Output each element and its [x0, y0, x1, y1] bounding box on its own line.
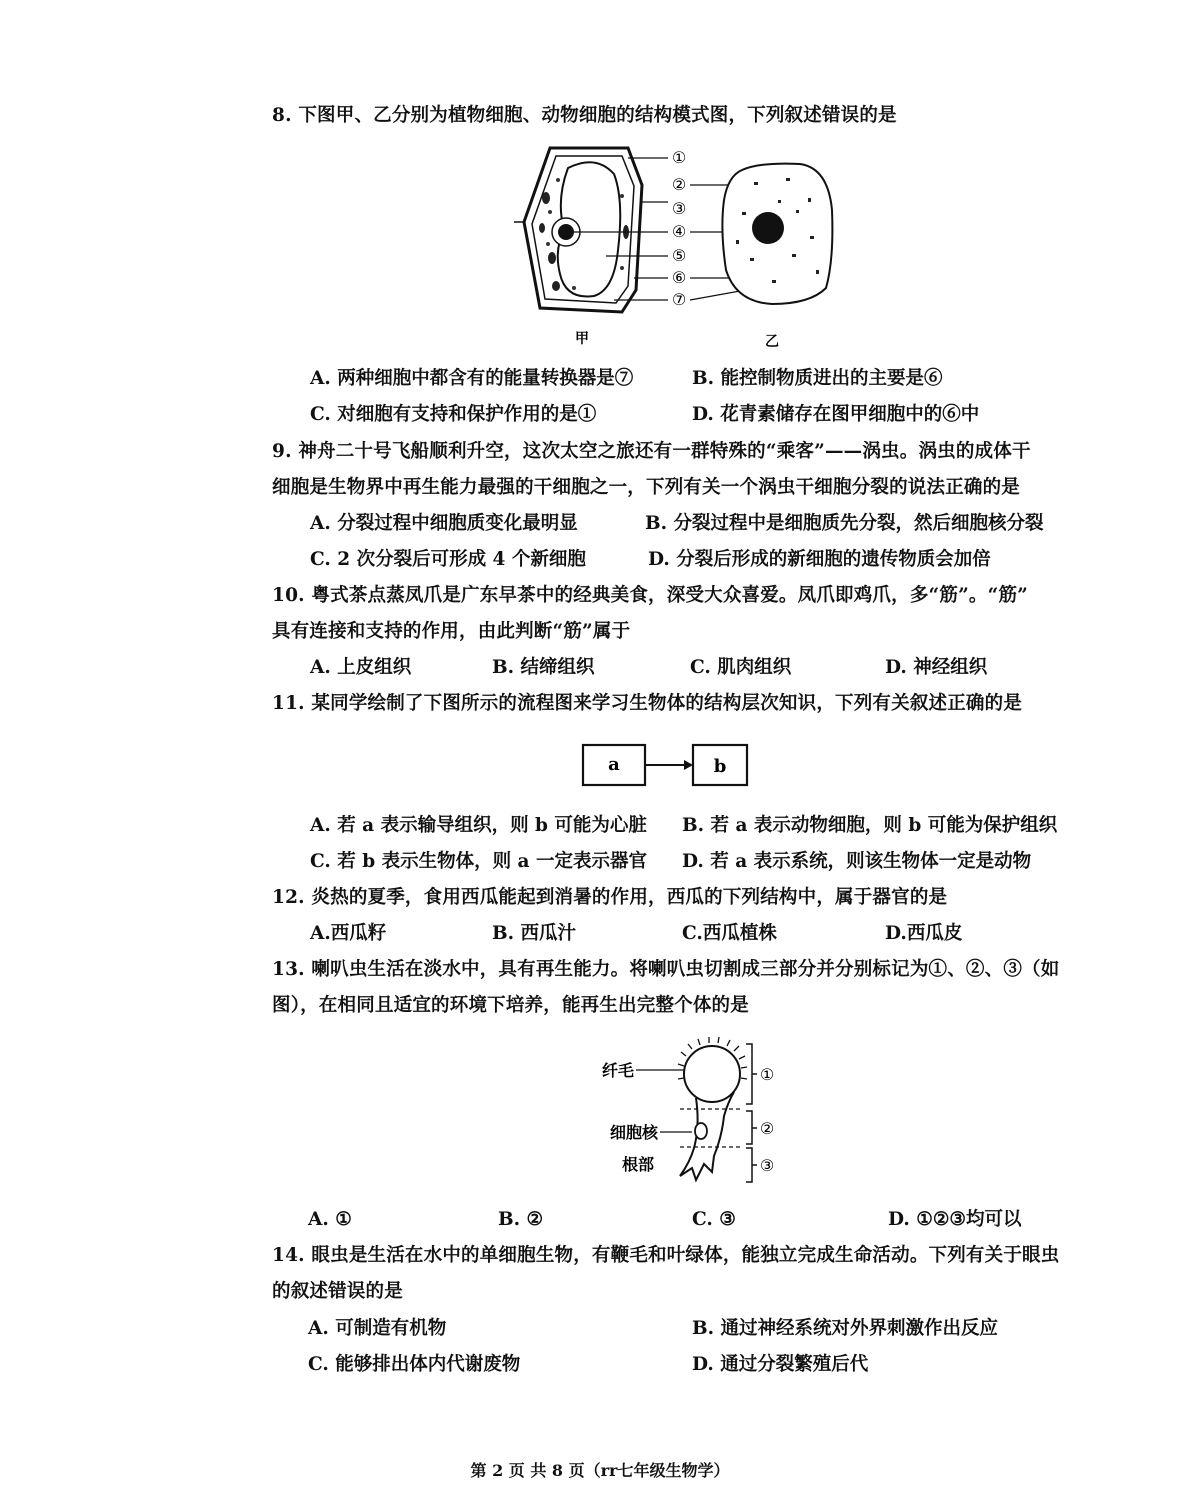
caption-jia: 甲	[575, 331, 589, 347]
q9-stem-line2: 细胞是生物界中再生能力最强的干细胞之一，下列有关一个涡虫干细胞分裂的说法正确的是	[272, 477, 1021, 498]
q11-option-b: B. 若 a 表示动物细胞，则 b 可能为保护组织	[682, 815, 1058, 836]
page-footer: 第 2 页 共 8 页（rr七年级生物学）	[470, 1461, 730, 1480]
q14-stem-line2: 的叙述错误的是	[272, 1281, 403, 1302]
q13-option-b: B. ②	[498, 1209, 544, 1230]
part-1-label: ①	[759, 1065, 775, 1084]
q12-stem: 12. 炎热的夏季，食用西瓜能起到消暑的作用，西瓜的下列结构中，属于器官的是	[272, 887, 948, 908]
q9-option-d: D. 分裂后形成的新细胞的遗传物质会加倍	[648, 549, 991, 570]
box-a-label: a	[608, 754, 620, 775]
q10-stem-line2: 具有连接和支持的作用，由此判断“筋”属于	[272, 621, 631, 642]
caption-yi: 乙	[765, 334, 779, 350]
arrow-icon	[684, 760, 693, 770]
animal-cell	[722, 164, 832, 304]
flow-diagram	[580, 740, 760, 790]
q8-option-d: D. 花青素储存在图甲细胞中的⑥中	[692, 404, 980, 425]
q11-option-a: A. 若 a 表示输导组织，则 b 可能为心脏	[310, 815, 647, 836]
q13-option-a: A. ①	[308, 1209, 352, 1230]
q11-option-c: C. 若 b 表示生物体，则 a 一定表示器官	[310, 851, 647, 872]
q8-option-b: B. 能控制物质进出的主要是⑥	[692, 368, 943, 389]
part-2-label: ②	[759, 1119, 775, 1138]
label-1: ①	[671, 148, 687, 167]
q14-option-c: C. 能够排出体内代谢废物	[308, 1354, 521, 1375]
plant-cell	[514, 148, 642, 312]
q12-option-a: A.西瓜籽	[310, 923, 387, 944]
label-7: ⑦	[671, 290, 687, 309]
q14-option-a: A. 可制造有机物	[308, 1318, 447, 1339]
q13-stem-line2: 图），在相同且适宜的环境下培养，能再生出完整个体的是	[272, 995, 749, 1016]
q13-stem-line1: 13. 喇叭虫生活在淡水中，具有再生能力。将喇叭虫切割成三部分并分别标记为①、②、③（如	[272, 959, 1060, 980]
q9-option-b: B. 分裂过程中是细胞质先分裂，然后细胞核分裂	[645, 513, 1044, 534]
q8-stem: 8. 下图甲、乙分别为植物细胞、动物细胞的结构模式图，下列叙述错误的是	[272, 105, 897, 126]
q10-stem-line1: 10. 粤式茶点蒸凤爪是广东早茶中的经典美食，深受大众喜爱。凤爪即鸡爪，多“筋”。“筋”	[272, 585, 1028, 606]
part-3-label: ③	[759, 1156, 775, 1175]
label-nucleus: 细胞核	[610, 1123, 659, 1142]
label-6: ⑥	[671, 268, 687, 287]
label-4: ④	[671, 222, 687, 241]
q11-stem: 11. 某同学绘制了下图所示的流程图来学习生物体的结构层次知识，下列有关叙述正确的是	[272, 693, 1023, 714]
label-2: ②	[671, 175, 687, 194]
q10-option-d: D. 神经组织	[885, 657, 988, 678]
q9-option-a: A. 分裂过程中细胞质变化最明显	[310, 513, 578, 534]
label-cilia: 纤毛	[602, 1061, 635, 1080]
stentor-diagram	[600, 1036, 800, 1186]
label-5: ⑤	[671, 246, 687, 265]
q8-option-c: C. 对细胞有支持和保护作用的是①	[310, 404, 597, 425]
label-root: 根部	[622, 1155, 655, 1174]
q12-option-c: C.西瓜植株	[682, 923, 777, 944]
q9-stem-line1: 9. 神舟二十号飞船顺利升空，这次太空之旅还有一群特殊的“乘客”——涡虫。涡虫的成体干	[272, 441, 1031, 462]
q13-option-d: D. ①②③均可以	[888, 1209, 1022, 1230]
q12-option-b: B. 西瓜汁	[492, 923, 577, 944]
q14-option-b: B. 通过神经系统对外界刺激作出反应	[692, 1318, 999, 1339]
q10-option-a: A. 上皮组织	[310, 657, 412, 678]
q14-option-d: D. 通过分裂繁殖后代	[692, 1354, 869, 1375]
box-b-label: b	[713, 756, 727, 777]
q11-option-d: D. 若 a 表示系统，则该生物体一定是动物	[682, 851, 1032, 872]
label-3: ③	[671, 199, 687, 218]
cell-diagram	[510, 140, 840, 355]
q12-option-d: D.西瓜皮	[885, 923, 963, 944]
q8-option-a: A. 两种细胞中都含有的能量转换器是⑦	[310, 368, 634, 389]
q10-option-c: C. 肌肉组织	[690, 657, 792, 678]
q9-option-c: C. 2 次分裂后可形成 4 个新细胞	[310, 549, 586, 570]
q14-stem-line1: 14. 眼虫是生活在水中的单细胞生物，有鞭毛和叶绿体，能独立完成生命活动。下列有关于眼虫	[272, 1245, 1060, 1266]
q10-option-b: B. 结缔组织	[492, 657, 595, 678]
q13-option-c: C. ③	[692, 1209, 736, 1230]
